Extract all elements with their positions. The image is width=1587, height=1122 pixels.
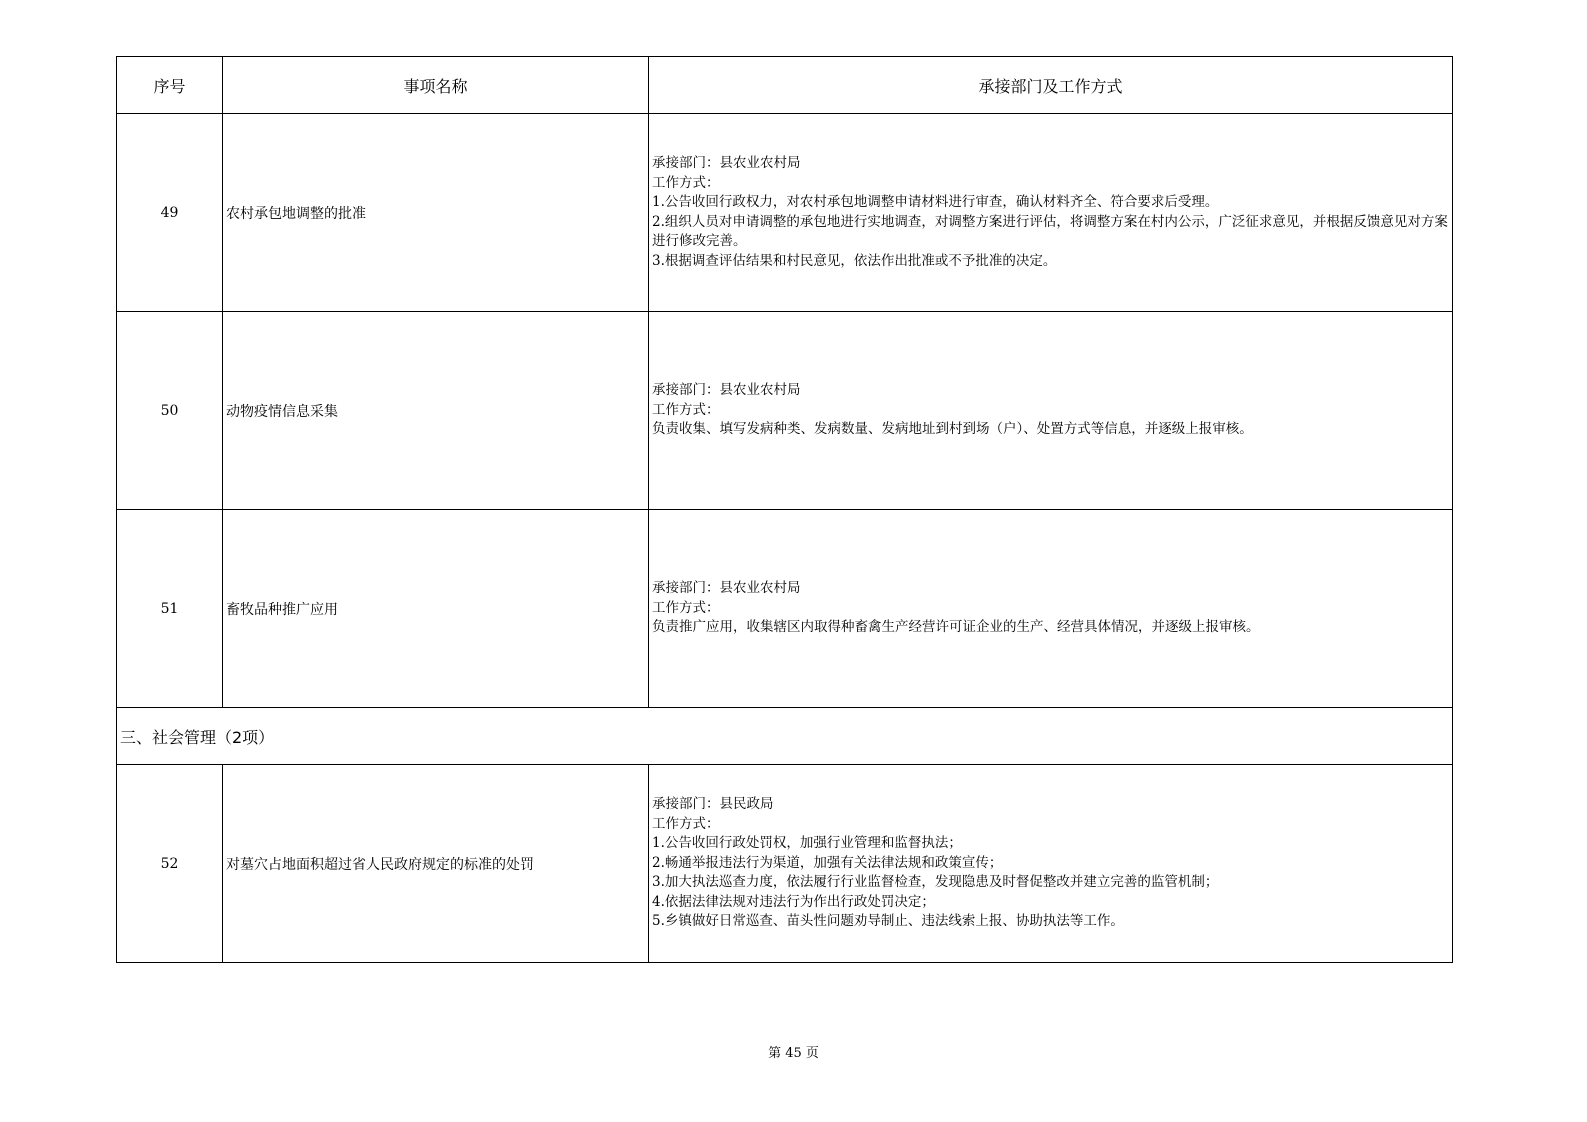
row-number: 52 — [117, 765, 223, 963]
row-item-name: 动物疫情信息采集 — [223, 312, 649, 510]
row-number: 51 — [117, 510, 223, 708]
row-detail — [649, 765, 1453, 963]
detail-line: 3.根据调查评估结果和村民意见，依法作出批准或不予批准的决定。 — [652, 252, 1057, 269]
row-detail — [649, 114, 1453, 312]
detail-line: 承接部门：县农业农村局 — [652, 155, 801, 171]
detail-line: 2.组织人员对申请调整的承包地进行实地调查，对调整方案进行评估，将调整方案在村内公示，广泛征求意见，并根据反馈意见对方案进行修改完善。 — [652, 213, 1448, 249]
table-row — [117, 510, 1453, 708]
detail-line: 3.加大执法巡查力度，依法履行行业监督检查，发现隐患及时督促整改并建立完善的监管机制； — [652, 874, 1219, 891]
detail-line: 2.畅通举报违法行为渠道，加强有关法律法规和政策宣传； — [652, 854, 1003, 871]
detail-line: 5.乡镇做好日常巡查、苗头性问题劝导制止、违法线索上报、协助执法等工作。 — [652, 913, 1124, 930]
detail-line: 工作方式： — [652, 815, 720, 832]
detail-line: 工作方式： — [652, 599, 720, 616]
header-item-name: 事项名称 — [223, 57, 649, 114]
header-serial: 序号 — [117, 57, 223, 114]
row-item-name: 农村承包地调整的批准 — [223, 114, 649, 312]
detail-line: 工作方式： — [652, 401, 720, 418]
detail-line: 承接部门：县农业农村局 — [652, 382, 801, 399]
detail-line: 4.依据法律法规对违法行为作出行政处罚决定； — [652, 893, 935, 910]
detail-line: 1.公告收回行政权力，对农村承包地调整申请材料进行审查，确认材料齐全、符合要求后受理。 — [652, 194, 1219, 210]
table-header-row — [117, 57, 1453, 114]
detail-line: 1.公告收回行政处罚权，加强行业管理和监督执法； — [652, 835, 962, 852]
row-number: 49 — [117, 114, 223, 312]
table-row — [117, 312, 1453, 510]
row-detail — [649, 510, 1453, 708]
table-row — [117, 765, 1453, 963]
detail-line: 承接部门：县农业农村局 — [652, 580, 801, 597]
row-item-name: 畜牧品种推广应用 — [223, 510, 649, 708]
detail-line: 工作方式： — [652, 174, 720, 191]
detail-line: 承接部门：县民政局 — [652, 796, 774, 813]
header-department-method: 承接部门及工作方式 — [649, 57, 1453, 114]
detail-line: 负责推广应用，收集辖区内取得种畜禽生产经营许可证企业的生产、经营具体情况，并逐级上报审核。 — [652, 619, 1260, 636]
section-header-row — [117, 708, 1453, 765]
item-table — [116, 56, 1453, 963]
row-item-name: 对墓穴占地面积超过省人民政府规定的标准的处罚 — [223, 765, 649, 963]
row-detail — [649, 312, 1453, 510]
page-number: 第 45 页 — [768, 1046, 819, 1061]
detail-line: 负责收集、填写发病种类、发病数量、发病地址到村到场（户）、处置方式等信息，并逐级上报审核。 — [652, 421, 1253, 438]
section-title: 三、社会管理（2项） — [117, 708, 1453, 765]
row-number: 50 — [117, 312, 223, 510]
table-row — [117, 114, 1453, 312]
